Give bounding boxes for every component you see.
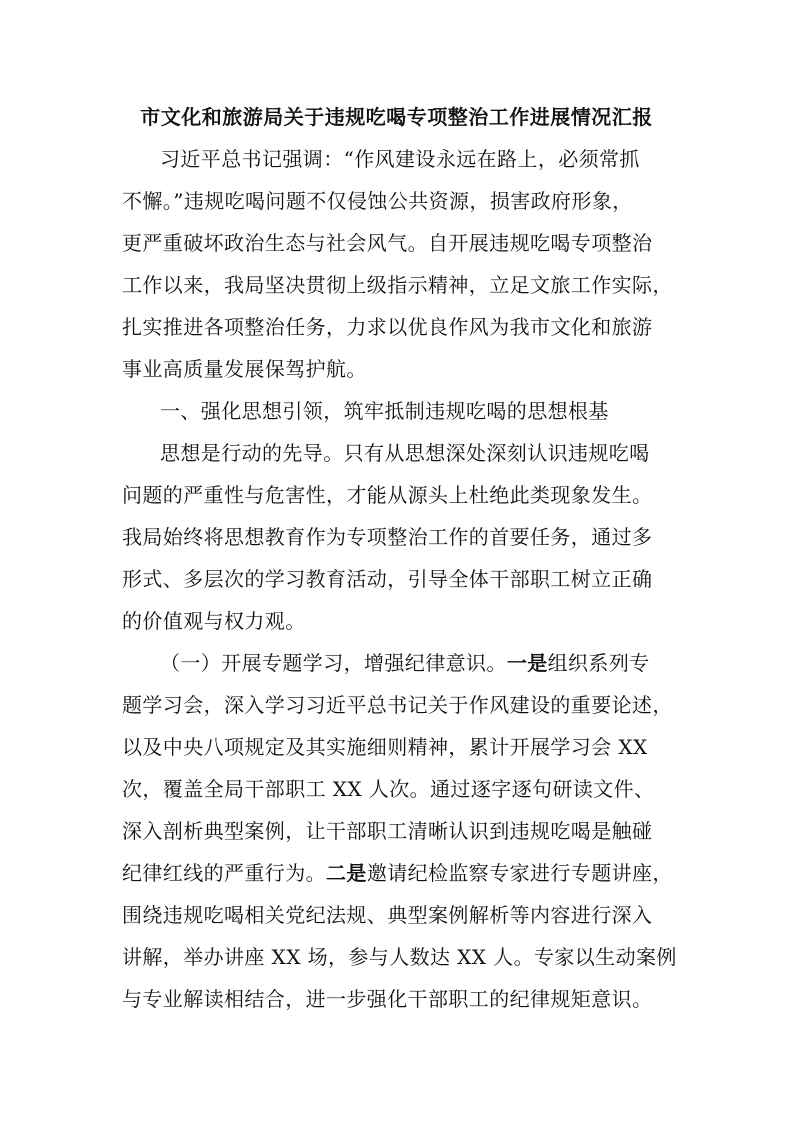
emphasis-text: 二是 [326,861,367,885]
paragraph-line: 讲解，举办讲座 XX 场，参与人数达 XX 人。专家以生动案例 [122,945,677,969]
paragraph-line: 事业高质量发展保驾护航。 [122,357,367,381]
paragraph-line: 形式、多层次的学习教育活动，引导全体干部职工树立正确 [122,567,653,591]
paragraph-line: 与专业解读相结合，进一步强化干部职工的纪律规矩意识。 [122,987,653,1011]
paragraph-line: 工作以来，我局坚决贯彻上级指示精神，立足文旅工作实际， [122,273,673,297]
paragraph-line: 问题的严重性与危害性，才能从源头上杜绝此类现象发生。 [122,483,653,507]
paragraph-line: 思想是行动的先导。只有从思想深处深刻认识违规吃喝 [160,441,650,465]
paragraph-line [160,651,650,675]
paragraph-text: 纪律红线的严重行为。 [122,861,326,885]
paragraph-line: 围绕违规吃喝相关党纪法规、典型案例解析等内容进行深入 [122,903,653,927]
paragraph-line: 习近平总书记强调：“作风建设永远在路上，必须常抓 [160,147,640,171]
paragraph-text: 组织系列专 [547,651,650,675]
paragraph-line: 的价值观与权力观。 [122,609,306,633]
section-heading: 一、强化思想引领，筑牢抵制违规吃喝的思想根基 [160,399,609,423]
paragraph-line: 我局始终将思想教育作为专项整治工作的首要任务，通过多 [122,525,653,549]
document-title: 市文化和旅游局关于违规吃喝专项整治工作进展情况汇报 [140,105,653,129]
emphasis-text: 一是 [506,651,548,675]
subheading-text: （一）开展专题学习，增强纪律意识。 [160,651,507,675]
paragraph-line: 以及中央八项规定及其实施细则精神，累计开展学习会 XX [122,735,648,759]
paragraph-line [122,861,673,885]
paragraph-line: 更严重破坏政治生态与社会风气。自开展违规吃喝专项整治 [122,231,653,255]
paragraph-text: 邀请纪检监察专家进行专题讲座， [366,861,673,885]
paragraph-line: 题学习会，深入学习习近平总书记关于作风建设的重要论述， [122,693,673,717]
paragraph-line: 不懈。”违规吃喝问题不仅侵蚀公共资源，损害政府形象， [122,189,633,213]
paragraph-line: 深入剖析典型案例，让干部职工清晰认识到违规吃喝是触碰 [122,819,653,843]
paragraph-line: 次，覆盖全局干部职工 XX 人次。通过逐字逐句研读文件、 [122,777,655,801]
paragraph-line: 扎实推进各项整治任务，力求以优良作风为我市文化和旅游 [122,315,653,339]
